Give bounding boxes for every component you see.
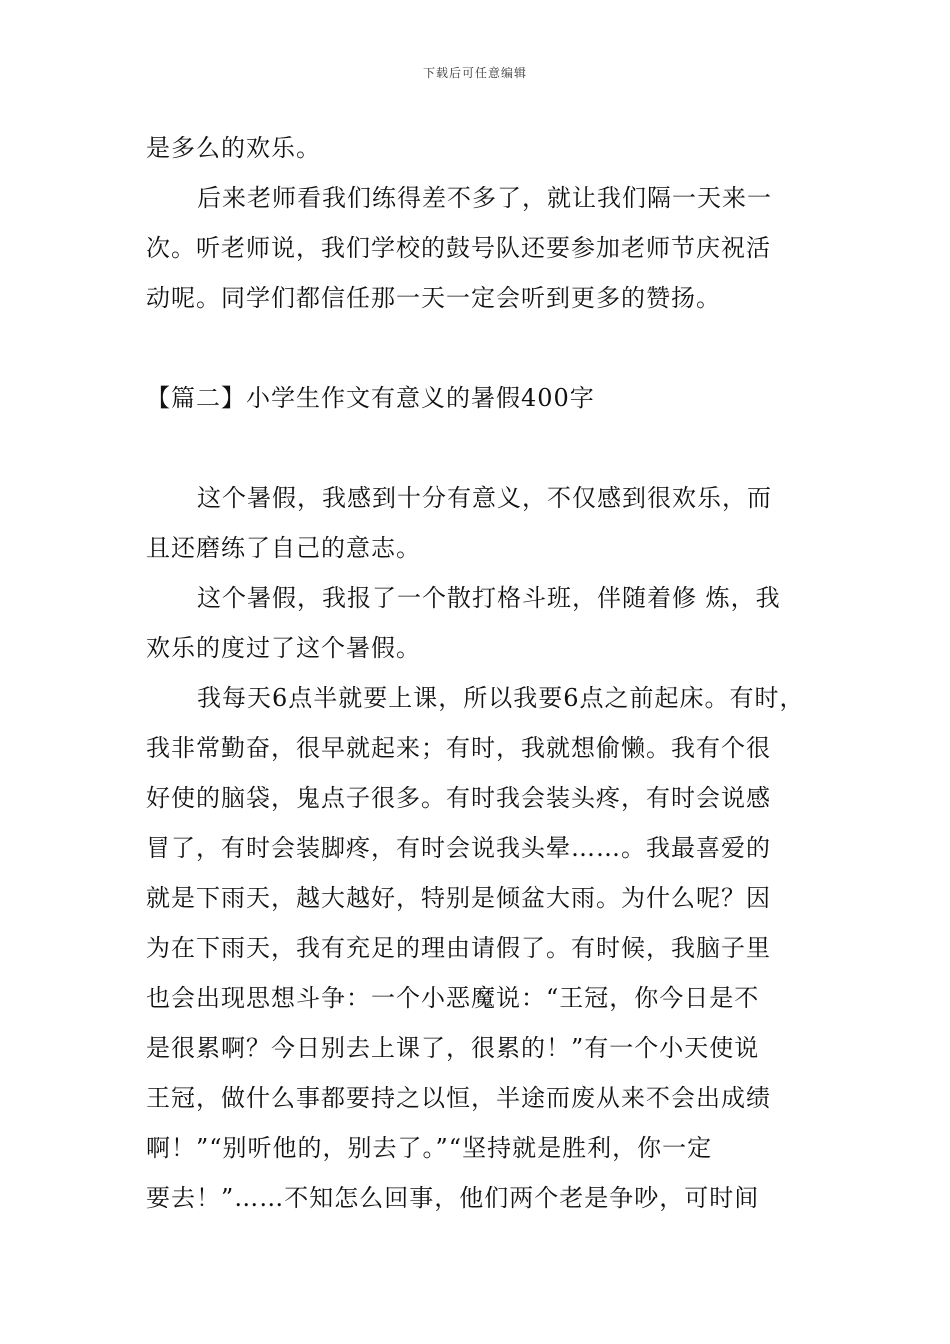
paragraph-first-line: 这个暑假，我感到十分有意义，不仅感到很欢乐，而 [197, 484, 772, 512]
section-heading: 【篇二】小学生作文有意义的暑假400字 [146, 384, 595, 412]
text-line: 是很累啊？今日别去上课了，很累的！”有一个小天使说 [146, 1034, 760, 1062]
text-line: 是多么的欢乐。 [146, 134, 321, 162]
paragraph-first-line: 这个暑假，我报了一个散打格斗班，伴随着修 炼，我 [197, 584, 781, 612]
paragraph-first-line: 我每天6点半就要上课，所以我要6点之前起床。有时， [197, 684, 805, 712]
text-line: 我非常勤奋，很早就起来；有时，我就想偷懒。我有个很 [146, 734, 771, 762]
text-line: 动呢。同学们都信任那一天一定会听到更多的赞扬。 [146, 284, 721, 312]
page-header: 下载后可任意编辑 [422, 66, 527, 80]
text-line: 为在下雨天，我有充足的理由请假了。有时候，我脑子里 [146, 934, 771, 962]
text-line: 欢乐的度过了这个暑假。 [146, 634, 421, 662]
text-line: 次。听老师说，我们学校的鼓号队还要参加老师节庆祝活 [146, 234, 771, 262]
text-line: 好使的脑袋，鬼点子很多。有时我会装头疼，有时会说感 [146, 784, 771, 812]
text-line: 也会出现思想斗争：一个小恶魔说：“王冠，你今日是不 [146, 984, 760, 1012]
text-line: 且还磨练了自己的意志。 [146, 534, 421, 562]
text-line: 就是下雨天，越大越好，特别是倾盆大雨。为什么呢？因 [146, 884, 771, 912]
text-line: 冒了，有时会装脚疼，有时会说我头晕……。我最喜爱的 [146, 834, 771, 862]
text-line: 王冠，做什么事都要持之以恒，半途而废从来不会出成绩 [146, 1084, 771, 1112]
paragraph-first-line: 后来老师看我们练得差不多了，就让我们隔一天来一 [197, 184, 772, 212]
text-line: 啊！”“别听他的，别去了。”“坚持就是胜利，你一定 [146, 1134, 713, 1162]
text-line: 要去！”……不知怎么回事，他们两个老是争吵，可时间 [146, 1184, 760, 1212]
